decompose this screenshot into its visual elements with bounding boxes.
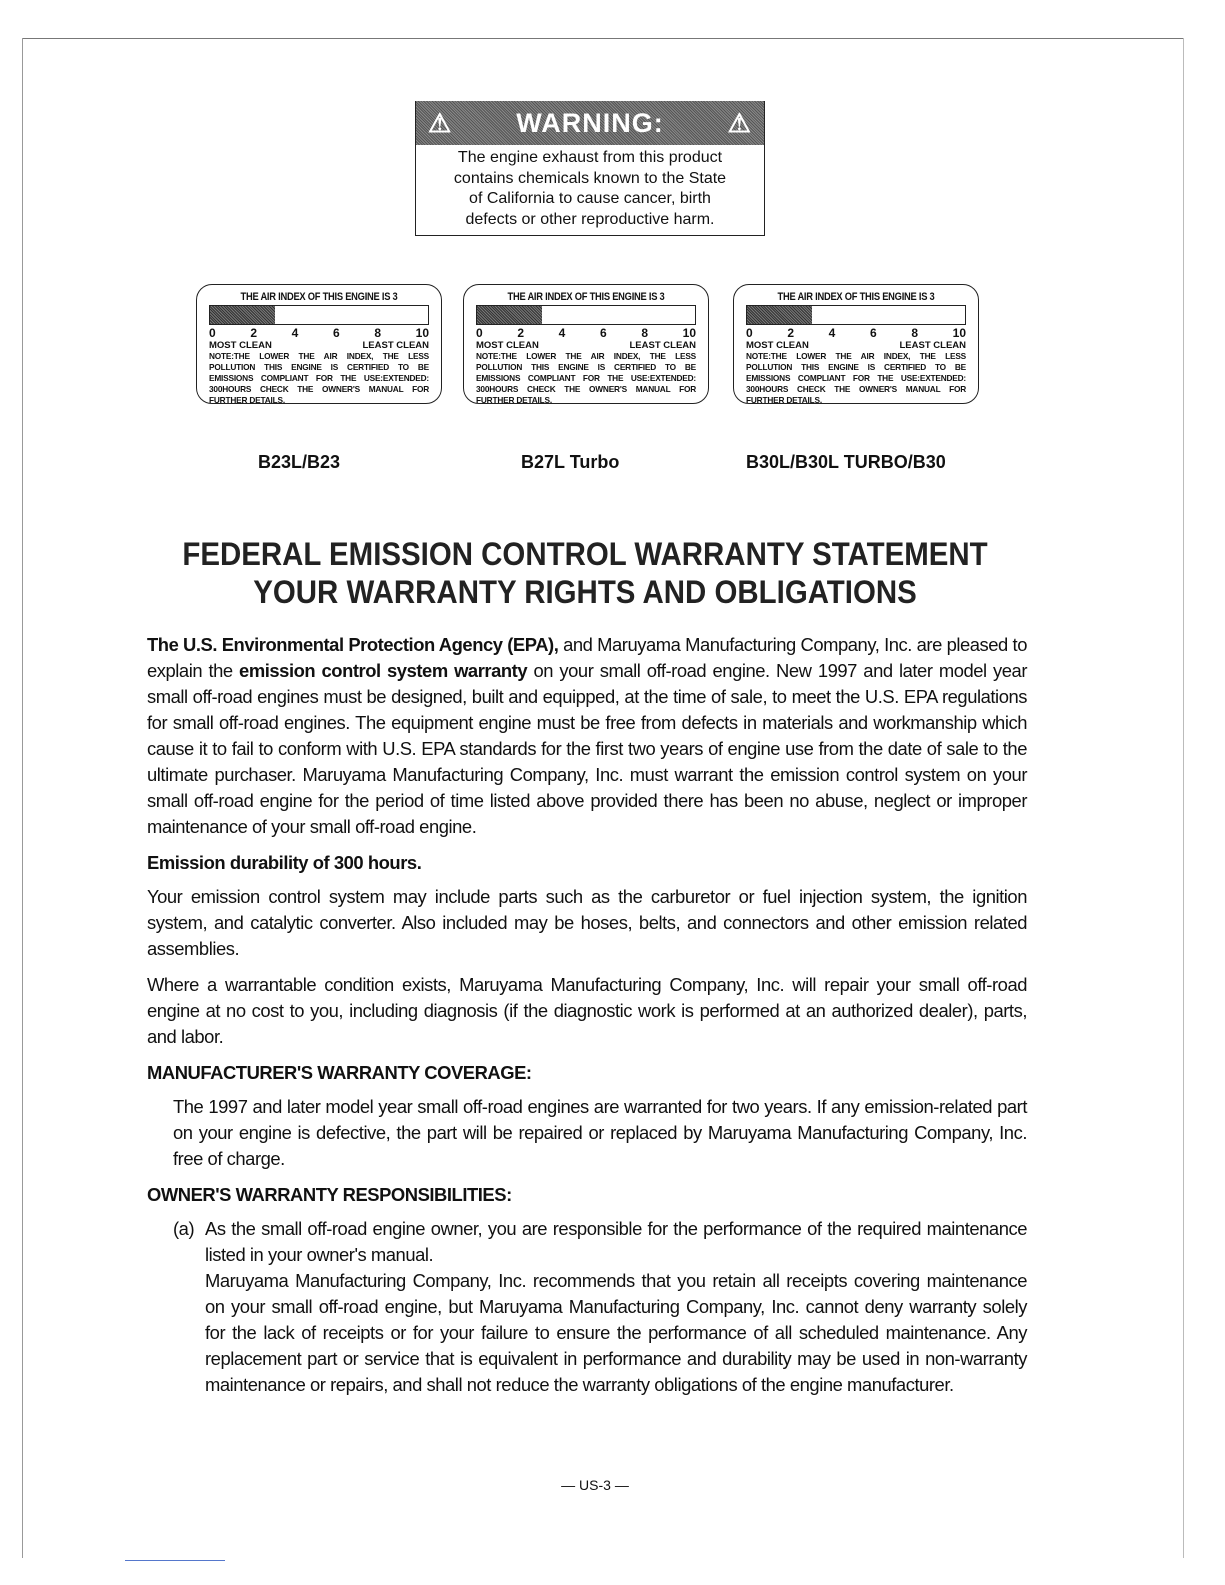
warning-header (416, 101, 764, 145)
coverage-heading: MANUFACTURER'S WARRANTY COVERAGE: (147, 1062, 532, 1083)
least-clean: LEAST CLEAN (899, 340, 966, 351)
tick-label: 10 (415, 326, 429, 340)
title-sub: YOUR WARRANTY RIGHTS AND OBLIGATIONS (253, 574, 917, 610)
warning-line: The engine exhaust from this product (457, 149, 723, 166)
air-index-ticks (476, 326, 696, 340)
tick-label: 2 (517, 326, 525, 340)
text: and Maruyama Manufacturing Company, Inc. are pleased to explain the (147, 634, 1027, 681)
most-clean: MOST CLEAN (746, 340, 809, 351)
item-a-text2: Maruyama Manufacturing Company, Inc. recommends that you retain all receipts covering maintenance on your small off-road engine, but Maruyama Manufacturing Company, Inc. cannot deny warranty solely for the lack of receipts or for your failure to ensure the performance of all scheduled maintenance. Any replacement part or service that is equivalent in performance and durability may be used in non-warranty maintenance or repairs, and shall not reduce the warranty obligations of the engine manufacturer. (205, 1270, 1027, 1395)
tick-label: 4 (291, 326, 299, 340)
page-border-top (22, 38, 1184, 39)
air-index-label (196, 284, 442, 404)
label-note: NOTE:THE LOWER THE AIR INDEX, THE LESS POLLUTION THIS ENGINE IS CERTIFIED TO BE EMISSIONS COMPLIANT FOR THE USE:EXTENDED: 300HOURS CHECK THE OWNER'S MANUAL FOR FURTHER DETAILS. (209, 351, 429, 405)
item-marker: (a) (173, 1218, 195, 1239)
least-clean: LEAST CLEAN (629, 340, 696, 351)
least-clean: LEAST CLEAN (362, 340, 429, 351)
air-index-label (463, 284, 709, 404)
warning-text (416, 145, 764, 235)
tick-label: 6 (599, 326, 607, 340)
tick-label: 4 (828, 326, 836, 340)
tick-label: 0 (746, 326, 753, 340)
warning-line: contains chemicals known to the State (453, 169, 727, 187)
tick-label: 8 (374, 326, 381, 340)
owner-heading: OWNER'S WARRANTY RESPONSIBILITIES: (147, 1184, 512, 1205)
tick-label: 4 (558, 326, 566, 340)
tick-label: 2 (250, 326, 258, 340)
item-a-text1 (173, 1216, 1027, 1268)
model-name: B27L Turbo (521, 452, 620, 472)
warranty-body (147, 632, 1027, 1398)
scale-ends (476, 340, 696, 351)
warning-triangle-icon: ⚠ (428, 107, 453, 138)
label-note: NOTE:THE LOWER THE AIR INDEX, THE LESS POLLUTION THIS ENGINE IS CERTIFIED TO BE EMISSIONS COMPLIANT FOR THE USE:EXTENDED: 300HOURS CHECK THE OWNER'S MANUAL FOR FURTHER DETAILS. (476, 351, 696, 405)
tick-label: 8 (911, 326, 918, 340)
page-border-right (1183, 38, 1184, 1558)
tick-label: 0 (209, 326, 216, 340)
repair-paragraph: Where a warrantable condition exists, Maruyama Manufacturing Company, Inc. will repair your small off-road engine at no cost to you, including diagnosis (if the diagnostic work is performed at an authorized dealer), parts, and labor. (147, 974, 1027, 1047)
air-index-ticks (746, 326, 966, 340)
model-name: B23L/B23 (258, 452, 341, 472)
scale-ends (209, 340, 429, 351)
most-clean: MOST CLEAN (209, 340, 272, 351)
tick-label: 10 (952, 326, 966, 340)
tick-label: 10 (682, 326, 696, 340)
tick-label: 0 (476, 326, 483, 340)
intro-paragraph (147, 632, 1027, 840)
warning-line: of California to cause cancer, birth (469, 190, 711, 207)
air-index-label (733, 284, 979, 404)
warning-heading: WARNING: (516, 107, 664, 138)
text: As the small off-road engine owner, you are responsible for the performance of the required maintenance listed in your owner's manual. (205, 1218, 1027, 1265)
tick-label: 6 (332, 326, 340, 340)
model-name: B30L/B30L TURBO/B30 (746, 452, 946, 472)
label-note: NOTE:THE LOWER THE AIR INDEX, THE LESS POLLUTION THIS ENGINE IS CERTIFIED TO BE EMISSIONS COMPLIANT FOR THE USE:EXTENDED: 300HOURS CHECK THE OWNER'S MANUAL FOR FURTHER DETAILS. (746, 351, 966, 405)
warranty-bold: emission control system warranty (239, 660, 528, 681)
epa-bold: The U.S. Environmental Protection Agency (EPA), (147, 634, 559, 655)
air-index-fill (747, 306, 812, 324)
warning-line: defects or other reproductive harm. (465, 210, 715, 228)
air-index-title: THE AIR INDEX OF THIS ENGINE IS 3 (777, 291, 935, 303)
coverage-paragraph: The 1997 and later model year small off-road engines are warranted for two years. If any emission-related part on your engine is defective, the part will be repaired or replaced by Maruyama Manufacturing Company, Inc. free of charge. (173, 1096, 1027, 1169)
page-number: — US-3 — (561, 1477, 629, 1493)
tick-label: 8 (641, 326, 648, 340)
owner-item-a (147, 1216, 1027, 1398)
air-index-ticks (209, 326, 429, 340)
warning-triangle-icon: ⚠ (727, 107, 752, 138)
warning-box (415, 101, 765, 236)
air-index-fill (477, 306, 542, 324)
air-index-bar (746, 305, 966, 325)
most-clean: MOST CLEAN (476, 340, 539, 351)
scale-ends (746, 340, 966, 351)
bottom-rule (125, 1560, 225, 1561)
air-index-fill (210, 306, 275, 324)
text: on your small off-road engine. New 1997 and later model year small off-road engines must be designed, built and equipped, at the time of sale, to meet the U.S. EPA regulations for small off-road engines. The equipment engine must be free from defects in materials and workmanship which cause it to fail to conform with U.S. EPA standards for the first two years of engine use from the date of sale to the ultimate purchaser. Maruyama Manufacturing Company, Inc. must warrant the emission control system on your small off-road engine for the period of time listed above provided there has been no abuse, neglect or improper maintenance of your small off-road engine. (147, 660, 1028, 837)
parts-paragraph: Your emission control system may include parts such as the carburetor or fuel injection system, the ignition system, and catalytic converter. Also included may be hoses, belts, and connectors and other emission related assemblies. (147, 886, 1027, 959)
air-index-bar (476, 305, 696, 325)
air-index-title: THE AIR INDEX OF THIS ENGINE IS 3 (507, 291, 665, 303)
page-border-left (22, 38, 23, 1558)
air-index-title: THE AIR INDEX OF THIS ENGINE IS 3 (240, 291, 398, 303)
tick-label: 6 (869, 326, 877, 340)
title-main: FEDERAL EMISSION CONTROL WARRANTY STATEMENT (182, 536, 988, 572)
air-index-bar (209, 305, 429, 325)
tick-label: 2 (787, 326, 795, 340)
durability-heading: Emission durability of 300 hours. (147, 852, 422, 873)
